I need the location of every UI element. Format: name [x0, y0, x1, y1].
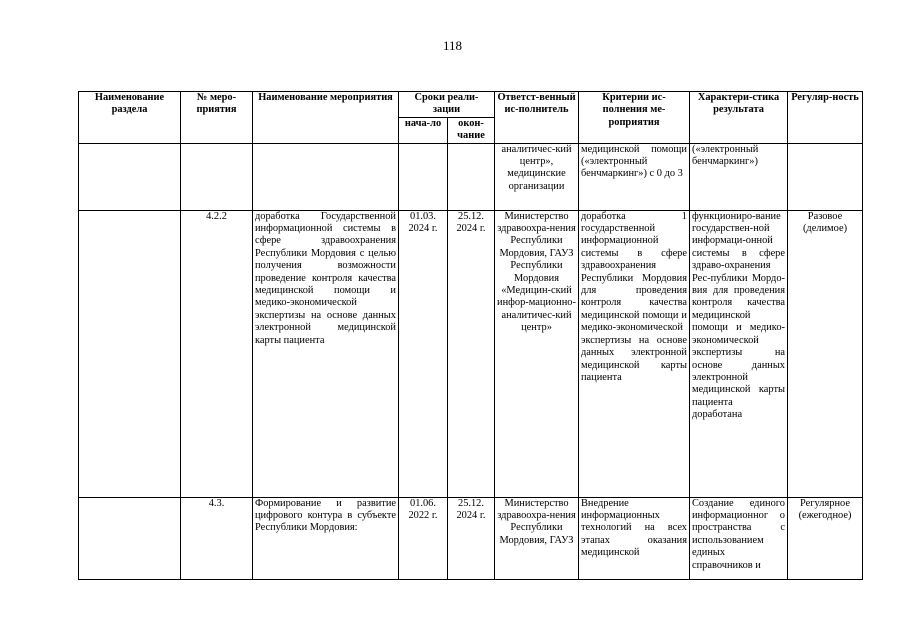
header-num: № меро-приятия	[181, 92, 253, 144]
cell-executor: аналитичес-кий центр», медицинские организации	[495, 143, 579, 210]
cell-regularity: Разовое (делимое)	[788, 210, 863, 497]
cell-end: 25.12. 2024 г.	[448, 210, 495, 497]
cell-name	[253, 143, 399, 210]
cell-end: 25.12. 2024 г.	[448, 497, 495, 579]
table-row	[79, 143, 863, 210]
cell-result: («электронный бенчмаркинг»)	[690, 143, 788, 210]
cell-section	[79, 210, 181, 497]
cell-num: 4.2.2	[181, 210, 253, 497]
cell-regularity: Регулярное (ежегодное)	[788, 497, 863, 579]
header-executor: Ответст-венный ис-полнитель	[495, 92, 579, 144]
header-terms: Сроки реали-зации	[399, 92, 495, 118]
cell-num: 4.3.	[181, 497, 253, 579]
cell-regularity	[788, 143, 863, 210]
cell-criteria: доработка 1 государственной информационной системы в сфере здравоохранения Республики Мордовия для проведения контроля качества медицинской помощи и медико-экономической экспертизы на основе данных электронной медицинской карты пациента	[579, 210, 690, 497]
cell-section	[79, 497, 181, 579]
cell-num	[181, 143, 253, 210]
cell-name: Формирование и развитие цифрового контура в субъекте Республики Мордовия:	[253, 497, 399, 579]
cell-criteria: медицинской помощи («электронный бенчмаркинг») с 0 до 3	[579, 143, 690, 210]
header-criteria: Критерии ис-полнения ме-роприятия	[579, 92, 690, 144]
header-end: окон-чание	[448, 117, 495, 143]
header-result: Характери-стика результата	[690, 92, 788, 144]
cell-start: 01.03. 2024 г.	[399, 210, 448, 497]
header-regularity: Регуляр-ность	[788, 92, 863, 144]
table-row	[79, 210, 863, 497]
header-start: нача-ло	[399, 117, 448, 143]
cell-executor: Министерство здравоохра-нения Республики Мордовия, ГАУЗ Республики Мордовия «Медицин-ский инфор-мационно-аналитичес-кий центр»	[495, 210, 579, 497]
cell-section	[79, 143, 181, 210]
measures-table	[78, 91, 863, 580]
header-name: Наименование мероприятия	[253, 92, 399, 144]
table-row	[79, 497, 863, 579]
cell-start: 01.06. 2022 г.	[399, 497, 448, 579]
cell-name: доработка Государственной информационной системы в сфере здравоохранения Республики Мордовия с целью получения возможности проведение контроля качества медицинской помощи и медико-экономической экспертизы на основе данных электронной медицинской карты пациента	[253, 210, 399, 497]
cell-result: Создание единого информационног о пространства с использованием единых справочников и	[690, 497, 788, 579]
cell-result: функциониро-вание государствен-ной информаци-онной системы в сфере здраво-охранения Рес-публики Мордо-вия для проведения контроля качества медицинской помощи и медико-экономической экспертизы на основе данных электронной медицинской карты пациента доработана	[690, 210, 788, 497]
page-number: 118	[442, 38, 463, 53]
cell-end	[448, 143, 495, 210]
cell-criteria: Внедрение информационных технологий на всех этапах оказания медицинской	[579, 497, 690, 579]
header-row	[79, 92, 863, 118]
cell-executor: Министерство здравоохра-нения Республики Мордовия, ГАУЗ	[495, 497, 579, 579]
cell-start	[399, 143, 448, 210]
header-section: Наименование раздела	[79, 92, 181, 144]
